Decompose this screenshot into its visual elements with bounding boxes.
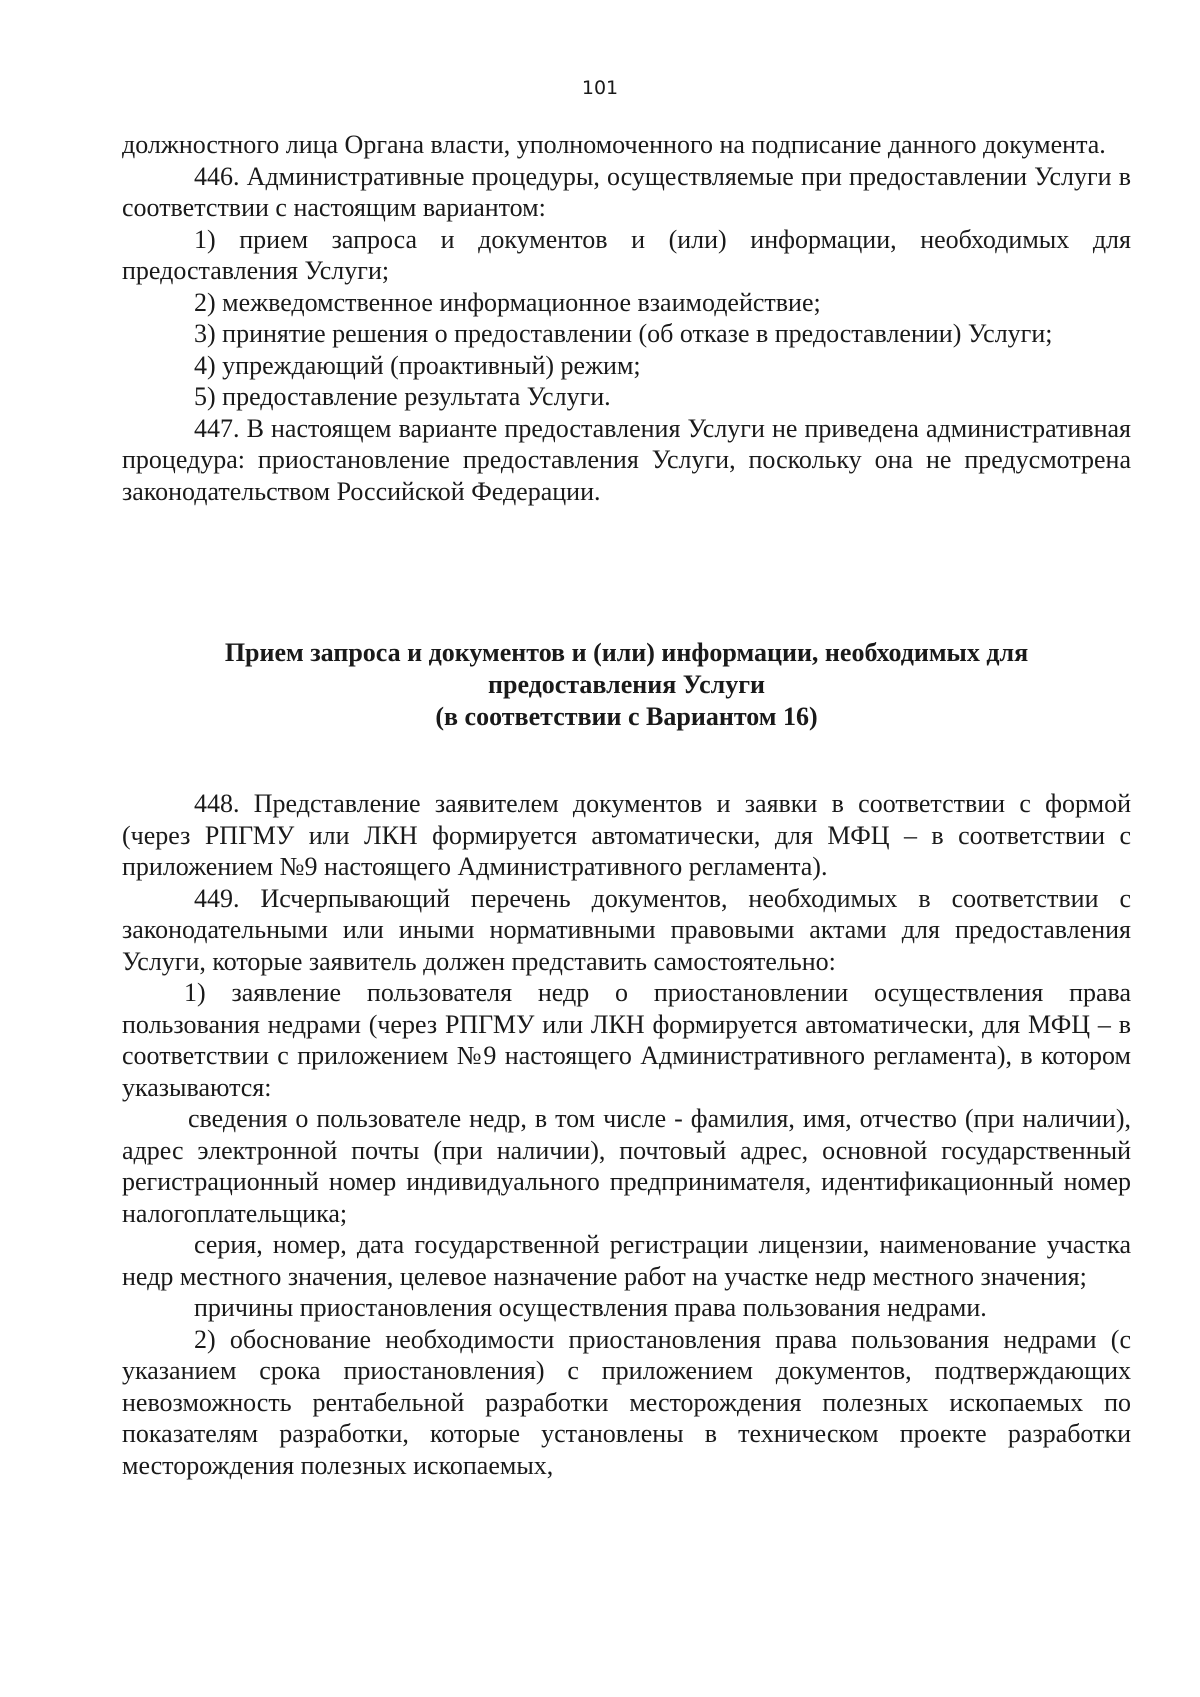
detail-user-info: сведения о пользователе недр, в том числе - фамилия, имя, отчество (при наличии), адрес электронной почты (при наличии), почтовый адрес, основной государственный регистрационный номер индивидуального предпринимателя, идентификационный номер налогоплательщика; xyxy=(122,1104,1131,1228)
paragraph-449: 449. Исчерпывающий перечень документов, необходимых в соответствии с законодательными или иными нормативными правовыми актами для предоставления Услуги, которые заявитель должен представить самостоятельно: xyxy=(122,883,1131,976)
paragraph-446: 446. Административные процедуры, осуществляемые при предоставлении Услуги в соответствии с настоящим вариантом: xyxy=(122,161,1131,222)
section-heading xyxy=(122,637,1131,733)
paragraph-447: 447. В настоящем варианте предоставления Услуги не приведена административная процедура: приостановление предоставления Услуги, поскольку она не предусмотрена законодательством Российской Федерации. xyxy=(122,413,1131,506)
document-item-2: 2) обоснование необходимости приостановления права пользования недрами (с указанием срока приостановления) с приложением документов, подтверждающих невозможность рентабельной разработки месторождения полезных ископаемых по показателям разработки, которые установлены в техническом проекте разработки месторождения полезных ископаемых, xyxy=(122,1324,1131,1480)
section-heading-line-3: (в соответствии с Вариантом 16) xyxy=(435,702,818,731)
list-item-4: 4) упреждающий (проактивный) режим; xyxy=(194,350,641,380)
page-number: 101 xyxy=(581,77,619,99)
paragraph-continuation: должностного лица Органа власти, уполномоченного на подписание данного документа. xyxy=(122,130,1106,159)
section-heading-line-1: Прием запроса и документов и (или) информации, необходимых для xyxy=(224,638,1029,667)
detail-license-info: серия, номер, дата государственной регистрации лицензии, наименование участка недр местного значения, целевое назначение работ на участке недр местного значения; xyxy=(122,1230,1131,1291)
section-heading-line-2: предоставления Услуги xyxy=(488,670,765,699)
list-item-5: 5) предоставление результата Услуги. xyxy=(194,382,611,411)
document-item-1: 1) заявление пользователя недр о приостановлении осуществления права пользования недрами (через РПГМУ или ЛКН формируется автоматически, для МФЦ – в соответствии с приложением №9 настоящего Административного регламента), в котором указываются: xyxy=(122,978,1131,1102)
body-text-bottom xyxy=(122,788,1131,1481)
list-item-1: 1) прием запроса и документов и (или) информации, необходимых для предоставления Услуги; xyxy=(122,224,1131,285)
list-item-3: 3) принятие решения о предоставлении (об отказе в предоставлении) Услуги; xyxy=(194,319,1053,348)
body-text-top xyxy=(122,129,1131,507)
detail-suspension-reasons: причины приостановления осуществления права пользования недрами. xyxy=(194,1293,987,1322)
paragraph-448: 448. Представление заявителем документов и заявки в соответствии с формой (через РПГМУ или ЛКН формируется автоматически, для МФЦ – в соответствии с приложением №9 настоящего Административного регламента). xyxy=(122,789,1131,881)
list-item-2: 2) межведомственное информационное взаимодействие; xyxy=(194,287,821,317)
